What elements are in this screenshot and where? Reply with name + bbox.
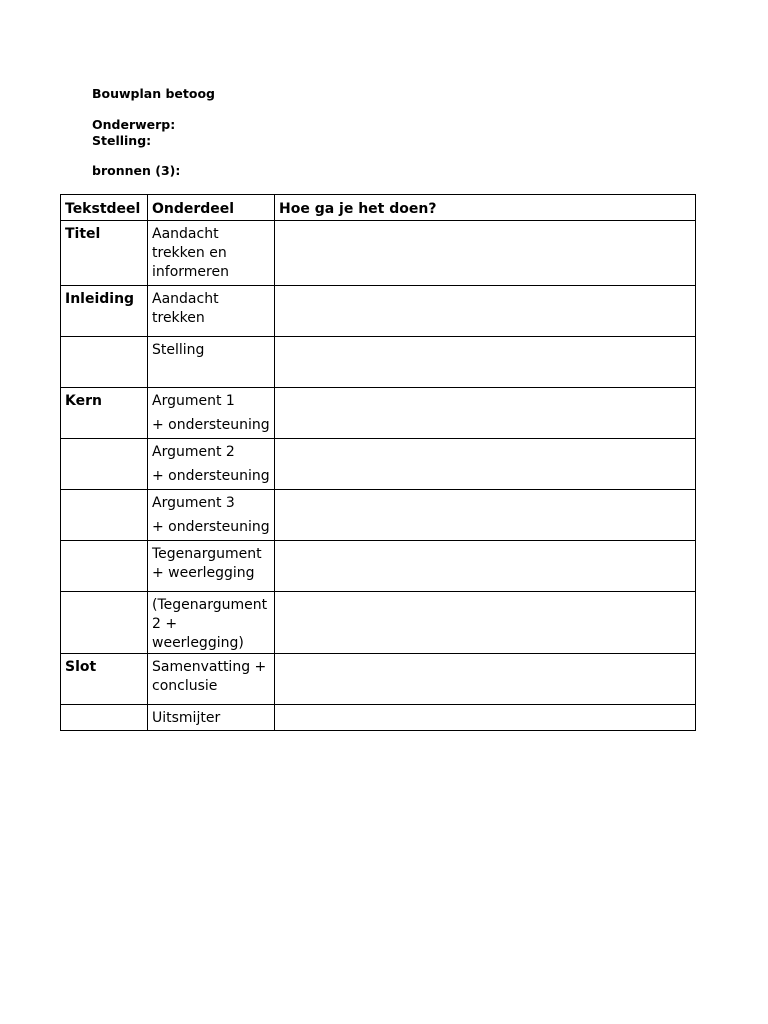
table-header-row [61, 195, 696, 221]
row-sub-text: Argument 1 [152, 393, 235, 409]
table-row [61, 541, 696, 592]
row-how-cell[interactable] [275, 221, 696, 286]
table-row [61, 439, 696, 490]
row-how-cell[interactable] [275, 541, 696, 592]
document-title: Bouwplan betoog [92, 86, 216, 101]
header-onderdeel: Onderdeel [148, 195, 275, 221]
table-row [61, 388, 696, 439]
table-row [61, 221, 696, 286]
row-sub [148, 592, 275, 654]
row-sub [148, 490, 275, 541]
row-sub [148, 388, 275, 439]
row-how-cell[interactable] [275, 337, 696, 388]
row-part [61, 705, 148, 731]
row-sub [148, 286, 275, 337]
row-part [61, 337, 148, 388]
row-sub-text: Stelling [152, 342, 205, 358]
row-part [61, 490, 148, 541]
row-how-cell[interactable] [275, 705, 696, 731]
row-sub-text: Uitsmijter [152, 710, 221, 726]
row-sub [148, 439, 275, 490]
row-how-cell[interactable] [275, 388, 696, 439]
row-sub [148, 705, 275, 731]
row-sub-text: Samenvatting + conclusie [152, 659, 267, 694]
table-row [61, 490, 696, 541]
sources-label: bronnen (3): [92, 163, 181, 178]
row-sub-text: Argument 2 [152, 444, 235, 460]
table-row [61, 286, 696, 337]
table-row [61, 705, 696, 731]
table-row [61, 337, 696, 388]
row-sub [148, 654, 275, 705]
table-row [61, 592, 696, 654]
row-sub-text: Aandacht trekken [152, 291, 219, 326]
row-sub-text: (Tegenargument 2 + weerlegging) [152, 597, 268, 651]
row-how-cell[interactable] [275, 654, 696, 705]
row-part: Inleiding [61, 286, 148, 337]
row-how-cell[interactable] [275, 439, 696, 490]
row-sub-text: Tegenargument + weerlegging [152, 546, 262, 581]
topic-label: Onderwerp: [92, 117, 176, 132]
outline-table [60, 194, 696, 731]
row-sub [148, 337, 275, 388]
row-sub-text-2: + ondersteuning [152, 519, 270, 535]
row-part [61, 439, 148, 490]
row-sub-text: Argument 3 [152, 495, 235, 511]
row-sub-text-2: + ondersteuning [152, 468, 270, 484]
header-hoe: Hoe ga je het doen? [275, 195, 696, 221]
row-sub-text-2: + ondersteuning [152, 417, 270, 433]
table-row [61, 654, 696, 705]
row-how-cell[interactable] [275, 490, 696, 541]
row-part [61, 592, 148, 654]
row-how-cell[interactable] [275, 592, 696, 654]
row-sub [148, 221, 275, 286]
row-sub [148, 541, 275, 592]
row-part [61, 541, 148, 592]
row-how-cell[interactable] [275, 286, 696, 337]
header-tekstdeel: Tekstdeel [61, 195, 148, 221]
thesis-label: Stelling: [92, 133, 152, 148]
row-part: Kern [61, 388, 148, 439]
row-part: Slot [61, 654, 148, 705]
row-sub-text: Aandacht trekken en informeren [152, 226, 229, 280]
row-part: Titel [61, 221, 148, 286]
